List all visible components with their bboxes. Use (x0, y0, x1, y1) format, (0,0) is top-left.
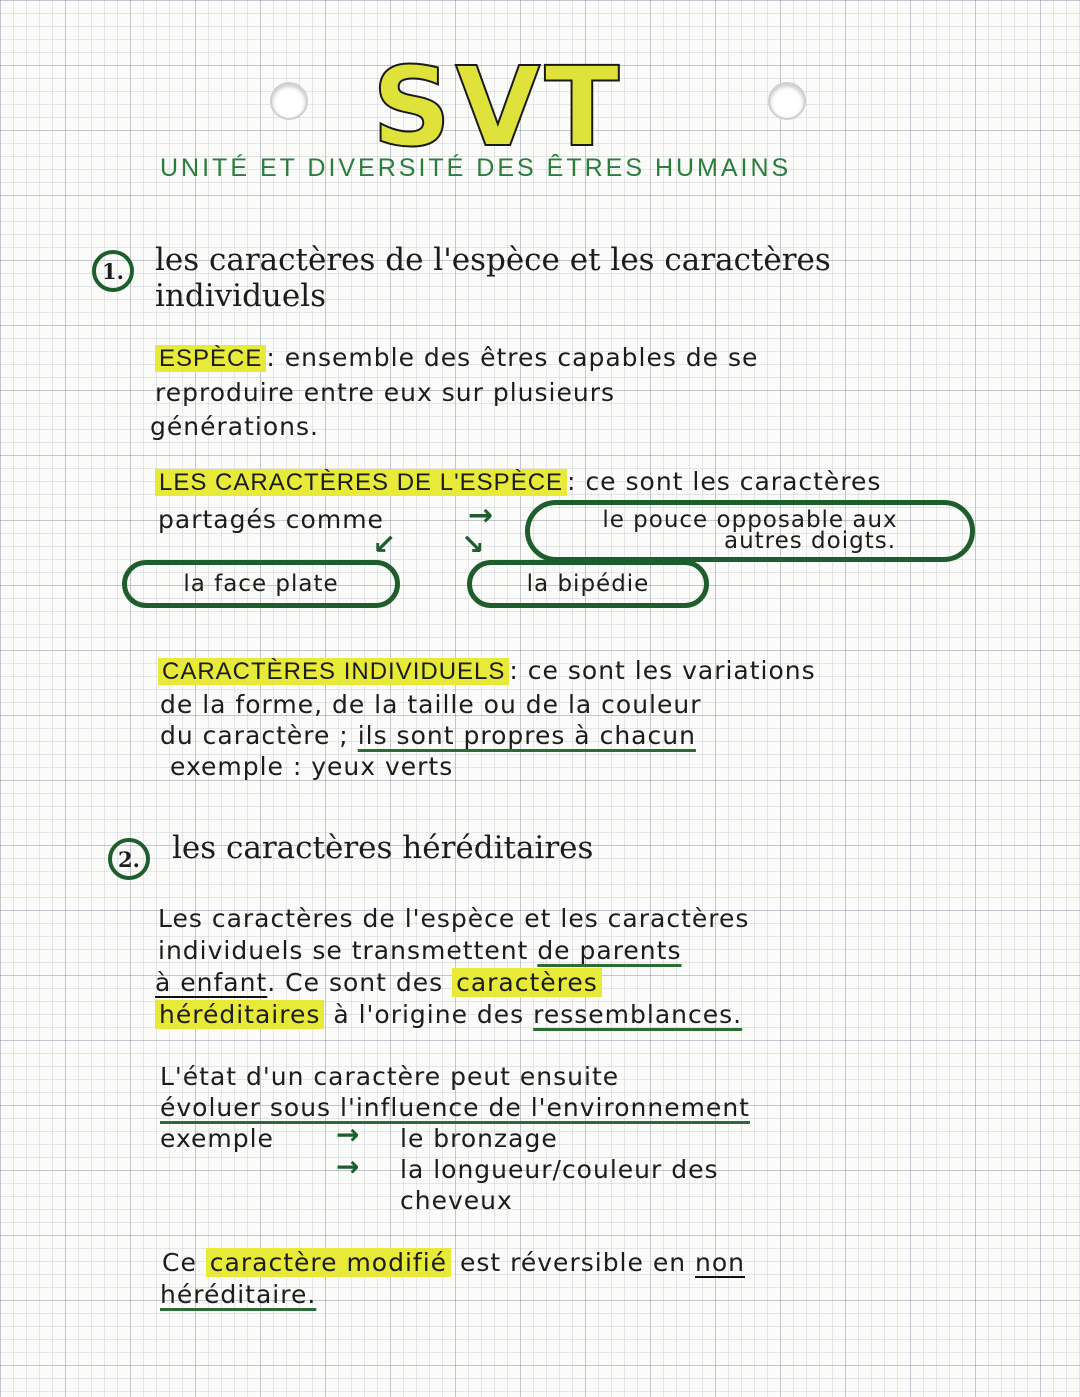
example-pouce-line1: le pouce opposable aux (602, 507, 898, 533)
page-title: SVT (372, 43, 624, 171)
caracteres-individuels-term: CARACTÈRES INDIVIDUELS (158, 658, 509, 685)
arrow-down-right-icon: ↓ (453, 524, 494, 565)
s2-p2-example-1: le bronzage (400, 1124, 558, 1153)
s2-p3-a: Ce (162, 1248, 197, 1277)
s2-p1-line4-b: à l'origine des (333, 1000, 525, 1029)
arrow-right-icon-2: → (336, 1118, 360, 1151)
line3-part-b: ils sont propres à chacun (357, 721, 696, 750)
espece-sep: : (266, 343, 276, 372)
s2-p1-line4 (155, 1000, 742, 1029)
s2-p2-example-label: exemple (160, 1124, 274, 1153)
espece-definition-line1 (155, 343, 758, 373)
caracteres-espece-line1 (155, 467, 881, 497)
caracteres-espece-term: LES CARACTÈRES DE L'ESPÈCE (155, 469, 567, 496)
section-1-heading-line2: individuels (155, 278, 327, 314)
example-pouce-oppose (525, 500, 975, 562)
s2-p2-example-2-cont: cheveux (400, 1186, 513, 1215)
s2-p1-line3-a: à enfant (155, 968, 268, 997)
s2-p1-line2 (158, 936, 681, 965)
s2-p1-line2-a: individuels se transmettent (158, 936, 529, 965)
espece-definition-line2: reproduire entre eux sur plusieurs (155, 378, 616, 407)
caracteres-individuels-line1 (158, 656, 816, 686)
caracteres-espece-sep: : (567, 467, 577, 496)
s2-p1-line1: Les caractères de l'espèce et les caractères (158, 904, 750, 933)
s2-p2-line2: évoluer sous l'influence de l'environnement (160, 1093, 750, 1122)
section-2-number: 2. (108, 838, 150, 880)
example-bipedie: la bipédie (467, 560, 709, 608)
caracteres-individuels-line3 (160, 721, 696, 750)
s2-p1-line4-a: héréditaires (155, 1000, 324, 1029)
arrow-down-left-icon: ↓ (363, 524, 404, 565)
example-face-plate: la face plate (122, 560, 400, 608)
caracteres-espece-line2: partagés comme (158, 505, 384, 534)
s2-p3-c: est réversible en (460, 1248, 687, 1277)
arrow-right-icon: → (468, 498, 494, 533)
line3-part-a: du caractère ; (160, 721, 349, 750)
s2-p2-example-2: la longueur/couleur des (400, 1155, 719, 1184)
s2-p3-line1 (162, 1248, 745, 1277)
binder-hole-left (270, 82, 308, 120)
s2-p1-line3-b: . Ce sont des (267, 968, 444, 997)
caracteres-individuels-line2: de la forme, de la taille ou de la couleur (160, 690, 702, 719)
s2-p1-line2-b: de parents (537, 936, 682, 965)
binder-hole-right (768, 82, 806, 120)
s2-p1-line3-c: caractères (452, 968, 602, 997)
section-2-heading: les caractères héréditaires (172, 830, 594, 866)
arrow-right-icon-3: → (336, 1150, 360, 1183)
example-pouce-line2: autres doigts. (723, 528, 897, 554)
s2-p1-line4-c: ressemblances. (533, 1000, 743, 1029)
espece-line1-text: ensemble des êtres capables de se (284, 343, 759, 372)
caracteres-espece-line1-text: ce sont les caractères (585, 467, 882, 496)
espece-term: ESPÈCE (155, 345, 266, 372)
caracteres-individuels-example: exemple : yeux verts (170, 752, 454, 781)
s2-p2-line1: L'état d'un caractère peut ensuite (160, 1062, 620, 1091)
caracteres-individuels-sep: : (509, 656, 519, 685)
espece-definition-line3: générations. (150, 412, 319, 441)
section-1-heading-line1: les caractères de l'espèce et les caractères (155, 242, 831, 278)
s2-p1-line3 (155, 968, 602, 997)
page-subtitle: UNITÉ ET DIVERSITÉ DES ÊTRES HUMAINS (160, 154, 792, 182)
s2-p3-b: caractère modifié (206, 1248, 451, 1277)
s2-p3-line2: héréditaire. (160, 1280, 317, 1309)
caracteres-individuels-line1-text: ce sont les variations (527, 656, 816, 685)
s2-p3-d: non (695, 1248, 746, 1277)
section-1-number: 1. (92, 250, 134, 292)
